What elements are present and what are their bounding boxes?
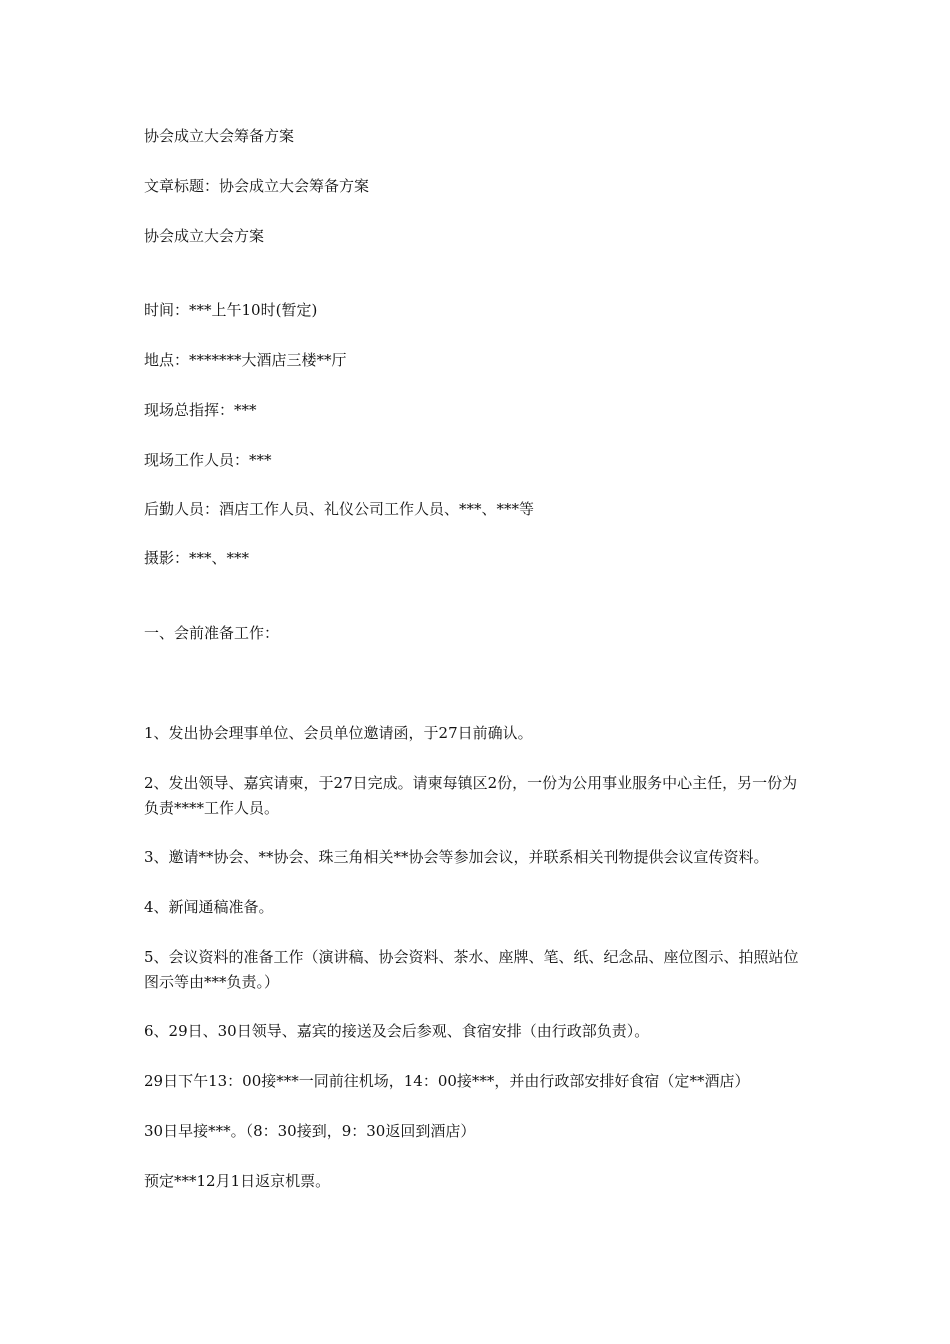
article-title: 文章标题：协会成立大会筹备方案 bbox=[144, 177, 370, 195]
list-item: 6、29日、30日领导、嘉宾的接送及会后参观、食宿安排（由行政部负责）。 bbox=[144, 1022, 650, 1040]
list-item: 4、新闻通稿准备。 bbox=[144, 898, 274, 916]
list-item: 预定***12月1日返京机票。 bbox=[144, 1172, 331, 1190]
section-heading: 一、会前准备工作： bbox=[144, 624, 280, 642]
info-time: 时间：***上午10时(暂定) bbox=[144, 301, 318, 319]
info-commander: 现场总指挥：*** bbox=[144, 401, 257, 419]
info-logistics: 后勤人员：酒店工作人员、礼仪公司工作人员、***、***等 bbox=[144, 500, 535, 518]
info-place: 地点：*******大酒店三楼**厅 bbox=[144, 351, 347, 369]
info-staff: 现场工作人员：*** bbox=[144, 451, 272, 469]
list-item: 5、会议资料的准备工作（演讲稿、协会资料、茶水、座牌、笔、纸、纪念品、座位图示、拍照站位图示等由***负责。） bbox=[144, 948, 799, 991]
document-subtitle: 协会成立大会方案 bbox=[144, 227, 265, 245]
list-item: 3、邀请**协会、**协会、珠三角相关**协会等参加会议，并联系相关刊物提供会议宣传资料。 bbox=[144, 848, 769, 866]
list-item: 30日早接***。（8：30接到，9：30返回到酒店） bbox=[144, 1122, 476, 1140]
document-title: 协会成立大会筹备方案 bbox=[144, 127, 295, 145]
list-item: 29日下午13：00接***一同前往机场，14：00接***，并由行政部安排好食宿（定**酒店） bbox=[144, 1072, 750, 1090]
list-item: 1、发出协会理事单位、会员单位邀请函，于27日前确认。 bbox=[144, 724, 533, 742]
info-photography: 摄影：***、*** bbox=[144, 549, 250, 567]
list-item: 2、发出领导、嘉宾请柬，于27日完成。请柬每镇区2份，一份为公用事业服务中心主任，另一份为负责****工作人员。 bbox=[144, 774, 798, 817]
